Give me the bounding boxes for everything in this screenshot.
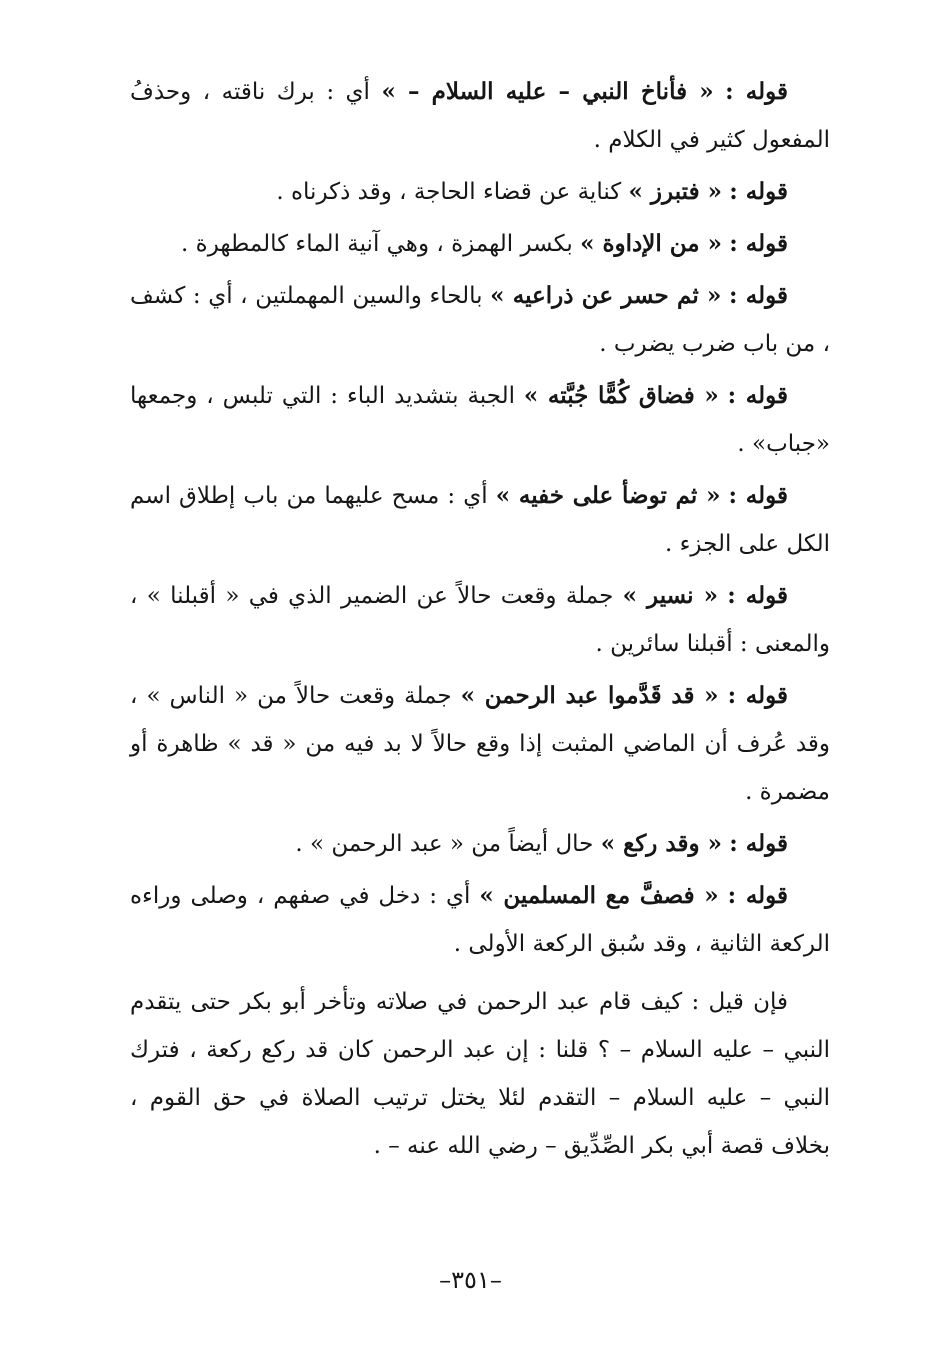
commentary-entry: [130, 372, 830, 468]
entry-quote: « قد قَدَّموا عبد الرحمن »: [460, 682, 719, 709]
entry-lead: قوله :: [729, 282, 788, 309]
commentary-entry: [130, 272, 830, 368]
entry-quote: « فأناخ النبي – عليه السلام – »: [381, 78, 714, 105]
entry-lead: قوله :: [729, 178, 788, 205]
commentary-entry: [130, 68, 830, 164]
entry-text: كناية عن قضاء الحاجة ، وقد ذكرناه .: [276, 179, 622, 205]
entry-text: جملة وقعت حالاً من « الناس » ، وقد عُرف أن الماضي المثبت إذا وقع حالاً لا بد فيه من « قد » ظاهرة أو مضمرة .: [130, 683, 830, 805]
entry-quote: « ثم حسر عن ذراعيه »: [490, 282, 722, 309]
commentary-entry: [130, 572, 830, 668]
commentary-entry: [130, 472, 830, 568]
closing-paragraph: فإن قيل : كيف قام عبد الرحمن في صلاته وتأخر أبو بكر حتى يتقدم النبي – عليه السلام – ؟ قلنا : إن عبد الرحمن كان قد ركع ركعة ، فترك النبي – عليه السلام – التقدم لئلا يختل ترتيب الصلاة في حق القوم ، بخلاف قصة أبي بكر الصِّدِّيق – رضي الله عنه – .: [130, 989, 830, 1159]
entry-quote: « وقد ركع »: [600, 830, 722, 857]
page-body: [130, 68, 830, 1174]
entry-quote: « نسير »: [622, 582, 718, 609]
entry-lead: قوله :: [727, 682, 789, 709]
entry-text: حال أيضاً من « عبد الرحمن » .: [295, 831, 594, 857]
entry-quote: « ثم توضأ على خفيه »: [495, 482, 721, 509]
entry-quote: « فتبرز »: [628, 178, 722, 205]
entry-text: أي : برك ناقته ، وحذفُ المفعول كثير في الكلام .: [130, 79, 830, 153]
entry-lead: قوله :: [727, 382, 788, 409]
entry-lead: قوله :: [729, 230, 788, 257]
commentary-entry: [130, 820, 830, 868]
commentary-entry: [130, 672, 830, 816]
commentary-entry: [130, 168, 830, 216]
entry-quote: « من الإداوة »: [580, 230, 722, 257]
entry-text: جملة وقعت حالاً عن الضمير الذي في « أقبلنا » ، والمعنى : أقبلنا سائرين .: [130, 583, 830, 657]
entry-text: أي : مسح عليهما من باب إطلاق اسم الكل على الجزء .: [130, 483, 830, 557]
entry-quote: « فصفَّ مع المسلمين »: [479, 882, 719, 909]
entry-text: بكسر الهمزة ، وهي آنية الماء كالمطهرة .: [181, 231, 573, 257]
entry-lead: قوله :: [725, 78, 789, 105]
entry-text: بالحاء والسين المهملتين ، أي : كشف ، من باب ضرب يضرب .: [130, 283, 830, 357]
entry-lead: قوله :: [728, 482, 789, 509]
entry-lead: قوله :: [727, 582, 789, 609]
entry-lead: قوله :: [729, 830, 788, 857]
entry-quote: « فضاق كُمًّا جُبَّته »: [523, 382, 719, 409]
entry-text: الجبة بتشديد الباء : التي تلبس ، وجمعها «جباب» .: [130, 383, 830, 457]
page-number: –٣٥١–: [439, 1266, 502, 1294]
entry-text: أي : دخل في صفهم ، وصلى وراءه الركعة الثانية ، وقد سُبق الركعة الأولى .: [130, 883, 830, 957]
commentary-entry: [130, 220, 830, 268]
commentary-entry: [130, 872, 830, 968]
entry-lead: قوله :: [727, 882, 789, 909]
